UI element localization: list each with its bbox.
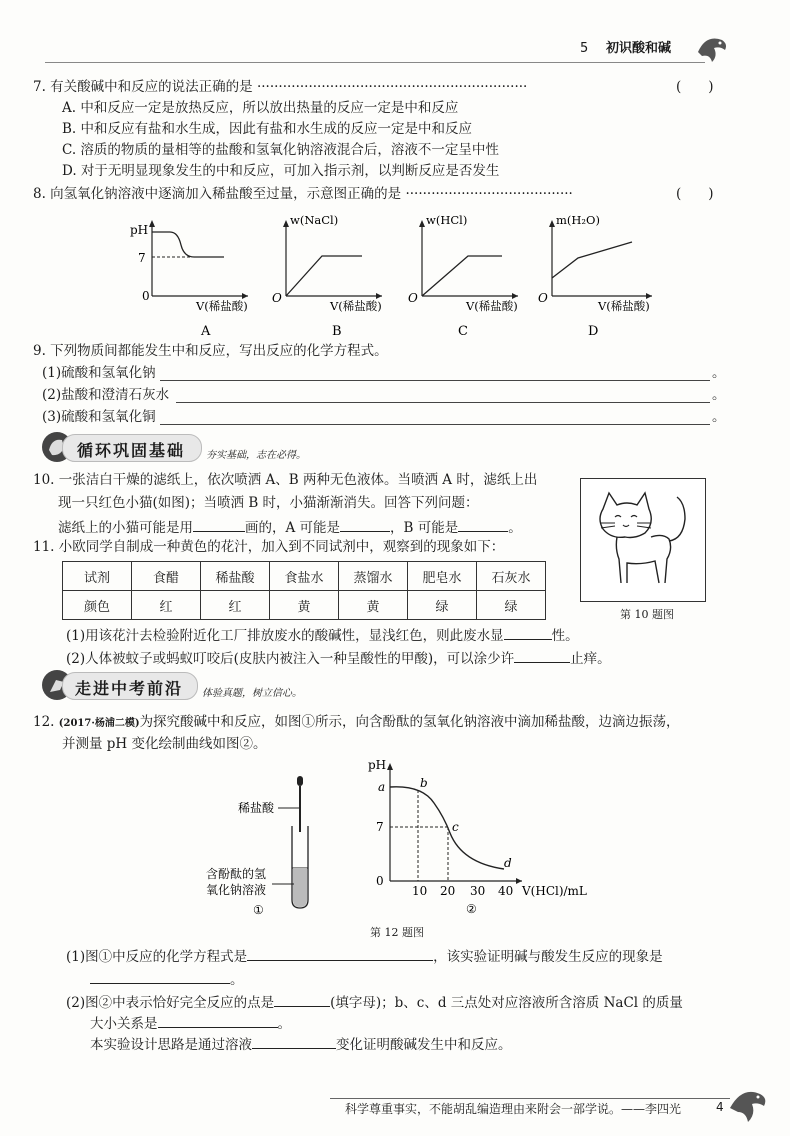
q10-text-d: 。	[508, 520, 522, 536]
q12-sub-2-text: (2)图②中表示恰好完全反应的点是	[66, 995, 275, 1011]
q12-line-2: 并测量 pH 变化绘制曲线如图②。	[62, 736, 267, 752]
q12-sub-2-end: 。	[277, 1016, 291, 1032]
table-cell: 绿	[477, 591, 546, 620]
q11-sub-2	[66, 648, 611, 668]
graph-d-letter: D	[588, 324, 599, 339]
q11-sub-2-text: (2)人体被蚊子或蚂蚁叮咬后(皮肤内被注入一种呈酸性的甲酸)，可以涂少许	[66, 651, 515, 667]
fig2-y7: 7	[376, 820, 384, 834]
header-rule	[45, 62, 705, 63]
table-header-row	[63, 562, 546, 591]
q10-text-a: 滤纸上的小猫可能是用	[58, 520, 193, 536]
graph-c-origin: O	[408, 291, 418, 305]
graph-b-origin: O	[272, 291, 282, 305]
graph-b-xlabel: V(稀盐酸)	[330, 299, 382, 313]
q11-blank-2[interactable]	[514, 648, 570, 663]
graph-c-letter: C	[458, 324, 468, 339]
q12-sub-1-text-2: ，该实验证明碱与酸发生反应的现象是	[433, 949, 663, 965]
q12-sub-3	[90, 1034, 512, 1054]
q9-item-2: (2)盐酸和澄清石灰水	[42, 387, 170, 403]
q11-sub-1-text: (1)用该花汁去检验附近化工厂排放废水的酸碱性，显浅红色，则此废水显	[66, 628, 504, 644]
fig1-label-bot2: 氧化钠溶液	[206, 883, 267, 897]
section-motto-1: 夯实基础，志在必得。	[206, 450, 306, 461]
q12-figure-1	[200, 760, 360, 920]
table-row	[63, 591, 546, 620]
graph-d-xlabel: V(稀盐酸)	[598, 299, 650, 313]
q12-sub-2-text-3: 大小关系是	[90, 1016, 158, 1032]
graph-b-letter: B	[332, 324, 342, 339]
q12-blank-point[interactable]	[274, 992, 330, 1007]
fig2-point-b: b	[420, 776, 428, 790]
q7-answer-paren[interactable]: ( )	[676, 79, 714, 95]
q10-blank-b[interactable]	[458, 517, 508, 532]
q11-table	[62, 561, 546, 620]
dolphin-footer-icon	[726, 1082, 772, 1126]
graph-a-ylabel: pH	[130, 223, 149, 237]
q10-blank-material[interactable]	[193, 517, 245, 532]
table-cell: 食醋	[132, 562, 201, 591]
fig2-tick-40: 40	[498, 884, 514, 898]
footer-quote: 科学尊重事实，不能胡乱编造理由来附会一部学说。——李四光	[345, 1102, 682, 1116]
q7-option-d: D. 对于无明显现象发生的中和反应，可加入指示剂，以判断反应是否发生	[62, 163, 500, 179]
q11-sub-2-end: 止痒。	[570, 651, 611, 667]
fig2-point-c: c	[452, 820, 459, 834]
table-cell: 肥皂水	[408, 562, 477, 591]
section-title-2: 走进中考前沿	[75, 679, 184, 698]
table-cell: 石灰水	[477, 562, 546, 591]
table-cell: 试剂	[63, 562, 132, 591]
q12-blank-phenomenon[interactable]	[90, 969, 230, 984]
fig2-number: ②	[466, 902, 477, 916]
q8-graph-c	[398, 210, 528, 350]
table-cell: 蒸馏水	[339, 562, 408, 591]
table-cell: 黄	[270, 591, 339, 620]
cat-icon	[581, 479, 705, 601]
q10-line-1: 10. 一张洁白干燥的滤纸上，依次喷洒 A、B 两种无色液体。当喷洒 A 时，滤纸上出	[33, 472, 538, 488]
table-cell: 稀盐酸	[201, 562, 270, 591]
q9-answer-line-1[interactable]	[160, 380, 710, 381]
fig2-point-a: a	[378, 780, 386, 794]
q12-blank-property[interactable]	[252, 1034, 336, 1049]
chapter-title: 初识酸和碱	[606, 41, 672, 56]
q9-end-3: 。	[712, 409, 726, 425]
fig1-label-bot1: 含酚酞的氢	[206, 867, 267, 881]
q9-end-1: 。	[712, 365, 726, 381]
q9-end-2: 。	[712, 387, 726, 403]
q10-text-c: ，B 可能是	[390, 520, 459, 536]
q9-item-1: (1)硫酸和氢氧化钠	[42, 365, 156, 381]
fig2-tick-20: 20	[440, 884, 456, 898]
q9-stem: 9. 下列物质间都能发生中和反应，写出反应的化学方程式。	[33, 343, 388, 359]
fig1-number: ①	[253, 903, 264, 917]
section-banner-1	[62, 434, 202, 462]
q10-blank-a[interactable]	[340, 517, 390, 532]
section-title-1: 循环巩固基础	[77, 441, 186, 460]
q12-line-1-text: 为探究酸碱中和反应，如图①所示，向含酚酞的氢氧化钠溶液中滴加稀盐酸，边滴边振荡，	[139, 714, 680, 730]
table-cell: 颜色	[63, 591, 132, 620]
table-cell: 食盐水	[270, 562, 339, 591]
q10-caption: 第 10 题图	[620, 608, 674, 621]
fig2-tick-10: 10	[412, 884, 428, 898]
footer-rule	[330, 1098, 730, 1099]
q12-sub-1	[66, 946, 663, 966]
fig2-xlabel: V(HCl)/mL	[522, 884, 587, 898]
graph-c-ylabel: w(HCl)	[426, 213, 468, 227]
q10-text-b: 画的，A 可能是	[245, 520, 341, 536]
q9-item-3: (3)硫酸和氢氧化铜	[42, 409, 156, 425]
q12-sub-2	[66, 992, 683, 1012]
section-banner-2	[62, 672, 198, 700]
q8-graph-b	[262, 210, 392, 350]
q12-sub-1-text: (1)图①中反应的化学方程式是	[66, 949, 248, 965]
table-cell: 绿	[408, 591, 477, 620]
chapter-number: 5	[580, 41, 589, 56]
q10-cat-figure	[580, 478, 706, 602]
graph-c-xlabel: V(稀盐酸)	[466, 299, 518, 313]
q11-sub-1	[66, 625, 579, 645]
q7-option-c: C. 溶质的物质的量相等的盐酸和氢氧化钠溶液混合后，溶液不一定呈中性	[62, 142, 499, 158]
graph-b-ylabel: w(NaCl)	[290, 213, 339, 227]
q12-sub-3-text: 本实验设计思路是通过溶液	[90, 1037, 252, 1053]
page-number: 4	[716, 1100, 724, 1114]
q8-graph-a	[128, 210, 258, 350]
q7-stem: 7. 有关酸碱中和反应的说法正确的是 ·······························································	[33, 79, 528, 95]
graph-a-origin: 0	[142, 289, 150, 303]
q9-answer-line-3[interactable]	[160, 424, 710, 425]
fig2-ylabel: pH	[368, 758, 387, 772]
fig2-tick-0: 0	[376, 874, 384, 888]
q12-blank-order[interactable]	[158, 1013, 278, 1028]
q8-stem: 8. 向氢氧化钠溶液中逐滴加入稀盐酸至过量，示意图正确的是 ·······································	[33, 186, 573, 202]
q12-sub-3-end: 变化证明酸碱发生中和反应。	[336, 1037, 512, 1053]
q10-line-3	[58, 517, 522, 537]
q12-sub-1-end: 。	[230, 972, 244, 988]
q12-source-tag: (2017·杨浦二模)	[58, 718, 140, 729]
dolphin-icon	[692, 30, 732, 70]
graph-a-tick-7: 7	[138, 251, 146, 265]
q10-line-2: 现一只红色小猫(如图)；当喷洒 B 时，小猫渐渐消失。回答下列问题：	[58, 495, 479, 511]
q12-blank-equation[interactable]	[247, 946, 433, 961]
q12-sub-1-cont	[90, 969, 244, 989]
q12-caption: 第 12 题图	[370, 926, 424, 939]
q12-line-1: 12. (2017·杨浦二模)为探究酸碱中和反应，如图①所示，向含酚酞的氢氧化钠溶液中滴加稀盐酸，边滴边振荡，	[33, 714, 680, 730]
table-cell: 黄	[339, 591, 408, 620]
q12-sub-2-text-2: (填字母)；b、c、d 三点处对应溶液所含溶质 NaCl 的质量	[330, 995, 683, 1011]
fig2-point-d: d	[504, 856, 512, 870]
q7-option-a: A. 中和反应一定是放热反应，所以放出热量的反应一定是中和反应	[62, 100, 459, 116]
q11-blank-1[interactable]	[504, 625, 552, 640]
fig1-label-top: 稀盐酸	[238, 801, 275, 815]
graph-d-origin: O	[538, 291, 548, 305]
q7-option-b: B. 中和反应有盐和水生成，因此有盐和水生成的反应一定是中和反应	[62, 121, 473, 137]
q8-graph-d	[528, 210, 663, 350]
q11-sub-1-end: 性。	[551, 628, 579, 644]
fig2-tick-30: 30	[470, 884, 486, 898]
section-motto-2: 体验真题，树立信心。	[202, 688, 302, 699]
table-cell: 红	[132, 591, 201, 620]
q12-sub-2-cont	[90, 1013, 291, 1033]
graph-a-xlabel: V(稀盐酸)	[196, 299, 248, 313]
table-cell: 红	[201, 591, 270, 620]
q8-answer-paren[interactable]: ( )	[676, 186, 714, 202]
q12-figure-2	[362, 755, 602, 925]
graph-a-letter: A	[201, 324, 211, 339]
q9-answer-line-2[interactable]	[176, 402, 710, 403]
graph-d-ylabel: m(H₂O)	[556, 213, 600, 227]
q11-stem: 11. 小欧同学自制成一种黄色的花汁，加入到不同试剂中，观察到的现象如下：	[33, 539, 505, 555]
